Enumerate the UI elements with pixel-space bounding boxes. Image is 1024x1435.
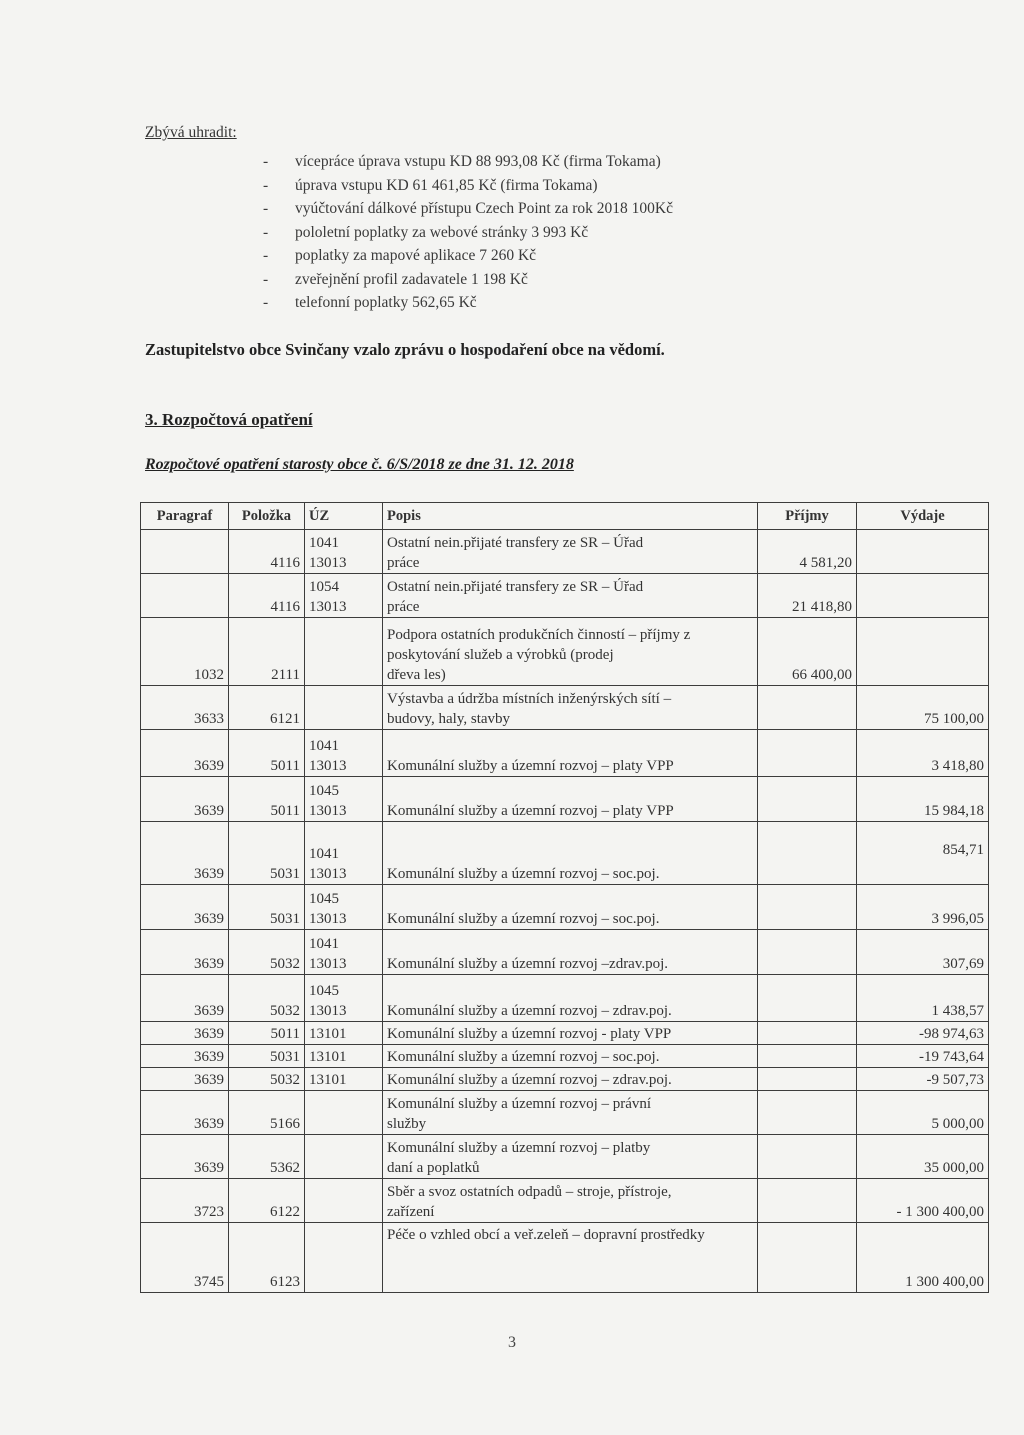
cell-paragraf [141,618,229,686]
cell-vydaje [857,574,989,618]
cell-polozka-line: 5011 [270,758,300,774]
cell-prijmy [758,1223,857,1293]
cell-polozka [229,686,305,730]
cell-uz-line: 13101 [309,1072,347,1088]
cell-uz [305,1179,383,1223]
cell-uz-line: 13101 [309,1049,347,1065]
cell-popis-line: Komunální služby a územní rozvoj – platy VPP [387,758,674,774]
cell-polozka [229,1223,305,1293]
cell-popis [383,1223,758,1293]
cell-prijmy [758,574,857,618]
cell-prijmy-line: 66 400,00 [792,667,852,683]
cell-popis-line: práce [387,599,420,615]
cell-polozka [229,1179,305,1223]
cell-vydaje-line: 35 000,00 [924,1160,984,1176]
cell-uz-line: 13013 [309,803,347,819]
cell-uz-line: 13013 [309,599,347,615]
table-row [141,1179,989,1223]
cell-paragraf-line: 1032 [194,667,224,683]
cell-polozka [229,1068,305,1091]
cell-popis-line: Ostatní nein.přijaté transfery ze SR – Úřad [387,535,644,551]
cell-vydaje [857,822,989,885]
cell-vydaje-line: - 1 300 400,00 [896,1204,984,1220]
cell-uz [305,1022,383,1045]
cell-paragraf-line: 3723 [194,1204,224,1220]
cell-polozka [229,1045,305,1068]
cell-uz [305,686,383,730]
cell-popis-line: služby [387,1116,427,1132]
remaining-item [263,174,673,198]
cell-popis-line: Komunální služby a územní rozvoj - platy VPP [387,1026,672,1042]
table-row [141,1091,989,1135]
cell-prijmy [758,686,857,730]
cell-paragraf-line: 3633 [194,711,224,727]
cell-uz [305,975,383,1022]
header-popis: Popis [383,503,758,530]
remaining-item-text: poplatky za mapové aplikace 7 260 Kč [295,247,537,264]
header-vydaje: Výdaje [857,503,989,530]
list-dash: - [263,153,269,170]
cell-polozka [229,975,305,1022]
cell-paragraf [141,885,229,930]
cell-vydaje [857,1179,989,1223]
cell-polozka [229,1091,305,1135]
cell-polozka-line: 4116 [270,555,300,571]
cell-uz-line: 13101 [309,1026,347,1042]
cell-uz-line: 13013 [309,866,347,882]
cell-vydaje-line: 1 438,57 [931,1003,984,1019]
table-row [141,618,989,686]
cell-paragraf-line: 3639 [194,1003,224,1019]
cell-popis [383,930,758,975]
cell-uz [305,1091,383,1135]
cell-prijmy [758,530,857,574]
header-paragraf: Paragraf [141,503,229,530]
cell-paragraf-line: 3639 [194,866,224,882]
cell-popis [383,822,758,885]
cell-uz [305,574,383,618]
cell-vydaje [857,885,989,930]
cell-polozka-line: 2111 [271,667,300,683]
header-polozka: Položka [229,503,305,530]
cell-vydaje [857,686,989,730]
cell-paragraf-line: 3639 [194,956,224,972]
cell-popis-line: dřeva les) [387,667,446,683]
cell-paragraf [141,1223,229,1293]
cell-vydaje [857,730,989,777]
cell-polozka-line: 5032 [270,1003,300,1019]
cell-vydaje [857,530,989,574]
cell-vydaje-line: -9 507,73 [926,1072,984,1088]
cell-paragraf-line: 3639 [194,758,224,774]
cell-popis-line: Komunální služby a územní rozvoj –zdrav.poj. [387,956,669,972]
cell-uz [305,885,383,930]
cell-popis-line: Komunální služby a územní rozvoj – soc.poj. [387,866,660,882]
cell-popis-line: Péče o vzhled obcí a veř.zeleň – dopravní prostředky [387,1227,705,1243]
cell-uz [305,1068,383,1091]
cell-popis-line: Komunální služby a územní rozvoj – právní [387,1096,652,1112]
cell-popis [383,1022,758,1045]
cell-popis [383,1068,758,1091]
remaining-item-text: telefonní poplatky 562,65 Kč [295,294,477,311]
table-row [141,930,989,975]
cell-vydaje [857,777,989,822]
cell-paragraf-line: 3639 [194,911,224,927]
cell-vydaje-line: 854,71 [942,842,984,858]
cell-polozka-line: 5362 [270,1160,300,1176]
cell-vydaje [857,618,989,686]
cell-polozka-line: 5031 [270,1049,300,1065]
cell-popis-line: zařízení [387,1204,435,1220]
cell-vydaje-line: -19 743,64 [919,1049,984,1065]
cell-popis-line: Komunální služby a územní rozvoj – zdrav.poj. [387,1003,672,1019]
cell-paragraf-line: 3639 [194,803,224,819]
remaining-heading: Zbývá uhradit: [145,124,237,141]
cell-paragraf [141,574,229,618]
cell-vydaje-line: 3 996,05 [931,911,984,927]
cell-prijmy-line: 4 581,20 [799,555,852,571]
cell-popis-line: Výstavba a údržba místních inženýrských sítí – [387,691,672,707]
cell-paragraf [141,1179,229,1223]
remaining-item [263,221,673,245]
cell-paragraf [141,1091,229,1135]
cell-uz-line: 1041 [309,846,339,862]
remaining-item [263,150,673,174]
table-header-row [141,503,989,530]
cell-polozka-line: 6123 [270,1274,300,1290]
list-dash: - [263,176,269,194]
cell-paragraf [141,777,229,822]
cell-vydaje [857,1022,989,1045]
cell-popis-line: Komunální služby a územní rozvoj – soc.poj. [387,911,660,927]
cell-paragraf-line: 3639 [194,1116,224,1132]
table-row [141,686,989,730]
cell-vydaje-line: 5 000,00 [931,1116,984,1132]
cell-uz [305,1045,383,1068]
cell-polozka-line: 5032 [270,956,300,972]
cell-uz [305,930,383,975]
cell-paragraf-line: 3639 [194,1049,224,1065]
cell-vydaje [857,1223,989,1293]
cell-uz [305,822,383,885]
list-dash: - [263,270,269,288]
cell-paragraf [141,1022,229,1045]
remaining-item [263,197,673,221]
cell-polozka-line: 5031 [270,911,300,927]
cell-polozka [229,730,305,777]
cell-prijmy [758,885,857,930]
cell-prijmy [758,730,857,777]
cell-popis [383,1135,758,1179]
cell-uz-line: 1045 [309,891,339,907]
cell-popis [383,730,758,777]
cell-popis-line: Podpora ostatních produkčních činností – příjmy z poskytování služeb a výrobků (prodej [387,627,691,663]
cell-polozka [229,530,305,574]
cell-uz-line: 13013 [309,555,347,571]
cell-polozka-line: 6122 [270,1204,300,1220]
cell-vydaje [857,930,989,975]
cell-vydaje-line: 307,69 [942,956,984,972]
cell-prijmy [758,975,857,1022]
cell-prijmy [758,930,857,975]
cell-popis-line: budovy, haly, stavby [387,711,511,727]
cell-paragraf [141,822,229,885]
cell-polozka [229,1022,305,1045]
table-row [141,1223,989,1293]
cell-prijmy [758,618,857,686]
cell-uz-line: 13013 [309,1003,347,1019]
list-dash: - [263,223,269,241]
header-prijmy: Příjmy [758,503,857,530]
cell-popis-line: Komunální služby a územní rozvoj – platy VPP [387,803,674,819]
header-uz: ÚZ [305,503,383,530]
cell-popis [383,1179,758,1223]
cell-polozka-line: 5011 [270,1026,300,1042]
table-row [141,885,989,930]
cell-uz-line: 13013 [309,758,347,774]
cell-popis-line: Komunální služby a územní rozvoj – soc.poj. [387,1049,660,1065]
cell-popis [383,975,758,1022]
page-number: 3 [508,1334,516,1351]
list-dash: - [263,294,269,311]
cell-polozka [229,930,305,975]
cell-uz-line: 1041 [309,738,339,754]
section-title: 3. Rozpočtová opatření [145,410,313,429]
cell-uz [305,777,383,822]
cell-prijmy [758,1022,857,1045]
cell-uz [305,730,383,777]
cell-popis-line: Ostatní nein.přijaté transfery ze SR – Úřad [387,579,644,595]
cell-vydaje [857,975,989,1022]
cell-polozka-line: 5032 [270,1072,300,1088]
remaining-list [263,150,673,315]
remaining-item [263,268,673,292]
remaining-item-text: vyúčtování dálkové přístupu Czech Point za rok 2018 100Kč [295,200,673,217]
table-row [141,1045,989,1068]
cell-prijmy [758,1091,857,1135]
cell-paragraf [141,1045,229,1068]
remaining-item [263,291,673,315]
cell-popis-line: Sběr a svoz ostatních odpadů – stroje, přístroje, [387,1184,672,1200]
cell-paragraf-line: 3639 [194,1160,224,1176]
cell-prijmy [758,1045,857,1068]
cell-uz-line: 1054 [309,579,339,595]
cell-uz-line: 1045 [309,783,339,799]
cell-uz-line: 13013 [309,911,347,927]
cell-uz-line: 1041 [309,936,339,952]
cell-uz [305,530,383,574]
cell-paragraf-line: 3745 [194,1274,224,1290]
council-statement: Zastupitelstvo obce Svinčany vzalo zprávu o hospodaření obce na vědomí. [145,340,665,359]
cell-vydaje-line: -98 974,63 [919,1026,984,1042]
cell-uz [305,1135,383,1179]
cell-paragraf [141,686,229,730]
cell-vydaje [857,1091,989,1135]
table-row [141,822,989,885]
cell-polozka-line: 6121 [270,711,300,727]
cell-uz [305,618,383,686]
cell-polozka-line: 5166 [270,1116,300,1132]
cell-paragraf [141,1135,229,1179]
remaining-item-text: pololetní poplatky za webové stránky 3 993 Kč [295,223,589,241]
cell-paragraf-line: 3639 [194,1026,224,1042]
cell-popis [383,1091,758,1135]
cell-prijmy-line: 21 418,80 [792,599,852,615]
table-row [141,574,989,618]
cell-polozka [229,885,305,930]
cell-prijmy [758,1179,857,1223]
remaining-item-text: vícepráce úprava vstupu KD 88 993,08 Kč (firma Tokama) [295,153,661,170]
cell-popis-line: daní a poplatků [387,1160,480,1176]
cell-popis [383,885,758,930]
cell-polozka-line: 5011 [270,803,300,819]
cell-popis-line: práce [387,555,420,571]
cell-uz-line: 1045 [309,983,339,999]
remaining-item-text: úprava vstupu KD 61 461,85 Kč (firma Tokama) [295,176,598,194]
budget-table [140,502,989,1293]
cell-polozka-line: 5031 [270,866,300,882]
cell-prijmy [758,1135,857,1179]
cell-vydaje-line: 3 418,80 [931,758,984,774]
budget-measure-subtitle: Rozpočtové opatření starosty obce č. 6/S/2018 ze dne 31. 12. 2018 [145,456,574,473]
cell-paragraf [141,730,229,777]
table-row [141,1068,989,1091]
cell-popis [383,530,758,574]
cell-uz-line: 13013 [309,956,347,972]
table-row [141,975,989,1022]
cell-prijmy [758,1068,857,1091]
cell-vydaje-line: 75 100,00 [924,711,984,727]
remaining-item-text: zveřejnění profil zadavatele 1 198 Kč [295,270,528,288]
cell-paragraf [141,530,229,574]
cell-uz [305,1223,383,1293]
cell-popis [383,686,758,730]
cell-paragraf [141,930,229,975]
cell-polozka [229,618,305,686]
cell-popis-line: Komunální služby a územní rozvoj – platby [387,1140,651,1156]
remaining-item [263,244,673,268]
cell-paragraf-line: 3639 [194,1072,224,1088]
cell-popis [383,574,758,618]
cell-polozka [229,777,305,822]
cell-polozka-line: 4116 [270,599,300,615]
table-row [141,730,989,777]
cell-popis [383,1045,758,1068]
cell-vydaje [857,1135,989,1179]
table-row [141,777,989,822]
cell-prijmy [758,777,857,822]
cell-vydaje-line: 15 984,18 [924,803,984,819]
list-dash: - [263,200,269,217]
cell-vydaje-line: 1 300 400,00 [905,1274,984,1290]
table-row [141,1135,989,1179]
cell-popis [383,618,758,686]
cell-popis-line: Komunální služby a územní rozvoj – zdrav.poj. [387,1072,672,1088]
table-row [141,530,989,574]
cell-popis [383,777,758,822]
table-row [141,1022,989,1045]
cell-polozka [229,574,305,618]
cell-paragraf [141,1068,229,1091]
cell-paragraf [141,975,229,1022]
cell-polozka [229,1135,305,1179]
cell-polozka [229,822,305,885]
cell-vydaje [857,1045,989,1068]
cell-prijmy [758,822,857,885]
cell-uz-line: 1041 [309,535,339,551]
list-dash: - [263,247,269,264]
cell-vydaje [857,1068,989,1091]
